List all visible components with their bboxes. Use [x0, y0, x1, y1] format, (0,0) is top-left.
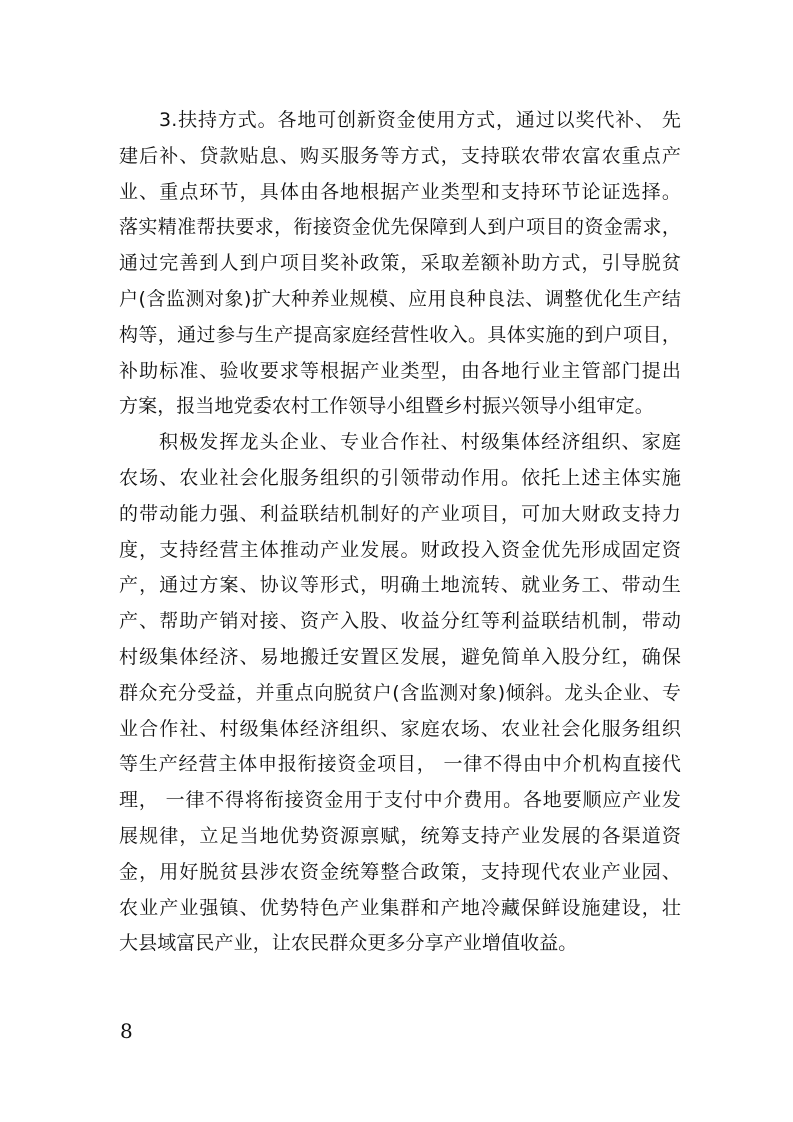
- paragraph-line: 等生产经营主体申报衔接资金项目， 一律不得由中介机构直接代: [119, 753, 681, 776]
- paragraph-line: 农场、农业社会化服务组织的引领带动作用。依托上述主体实施: [119, 466, 681, 489]
- paragraph-line: 方案，报当地党委农村工作领导小组暨乡村振兴领导小组审定。: [119, 395, 654, 418]
- paragraph-line: 3.扶持方式。各地可创新资金使用方式，通过以奖代补、 先: [159, 109, 681, 131]
- body-text: [119, 103, 681, 962]
- paragraph-line: 度，支持经营主体推动产业发展。财政投入资金优先形成固定资: [119, 538, 681, 561]
- paragraph-line: 积极发挥龙头企业、专业合作社、村级集体经济组织、家庭: [159, 431, 681, 454]
- paragraph-line: 业合作社、村级集体经济组织、家庭农场、农业社会化服务组织: [119, 717, 681, 740]
- paragraph-line: 建后补、贷款贴息、购买服务等方式，支持联农带农富农重点产: [119, 144, 681, 167]
- paragraph-line: 理， 一律不得将衔接资金用于支付中介费用。各地要顺应产业发: [119, 789, 681, 812]
- paragraph-line: 通过完善到人到户项目奖补政策，采取差额补助方式，引导脱贫: [119, 252, 681, 275]
- paragraph-line: 大县域富民产业，让农民群众更多分享产业增值收益。: [119, 932, 578, 955]
- paragraph-line: 展规律，立足当地优势资源禀赋，统筹支持产业发展的各渠道资: [119, 824, 681, 847]
- paragraph-line: 产，通过方案、协议等形式，明确土地流转、就业务工、带动生: [119, 574, 681, 597]
- paragraph-line: 构等，通过参与生产提高家庭经营性收入。具体实施的到户项目，: [119, 323, 681, 346]
- paragraph-line: 农业产业强镇、优势特色产业集群和产地冷藏保鲜设施建设，壮: [119, 896, 681, 919]
- page-number: 8: [120, 1019, 133, 1043]
- paragraph-line: 业、重点环节，具体由各地根据产业类型和支持环节论证选择。: [119, 180, 681, 203]
- paragraph-line: 落实精准帮扶要求，衔接资金优先保障到人到户项目的资金需求，: [119, 216, 681, 239]
- paragraph-line: 产、帮助产销对接、资产入股、收益分红等利益联结机制，带动: [119, 610, 681, 633]
- paragraph-line: 金，用好脱贫县涉农资金统筹整合政策，支持现代农业产业园、: [119, 860, 681, 883]
- paragraph-line: 群众充分受益，并重点向脱贫户(含监测对象)倾斜。龙头企业、专: [119, 681, 681, 704]
- paragraph-line: 补助标准、验收要求等根据产业类型，由各地行业主管部门提出: [119, 359, 681, 382]
- paragraph-line: 的带动能力强、利益联结机制好的产业项目，可加大财政支持力: [119, 502, 681, 525]
- paragraph-line: 户(含监测对象)扩大种养业规模、应用良种良法、调整优化生产结: [119, 287, 681, 310]
- paragraph-line: 村级集体经济、易地搬迁安置区发展，避免简单入股分红，确保: [119, 645, 681, 668]
